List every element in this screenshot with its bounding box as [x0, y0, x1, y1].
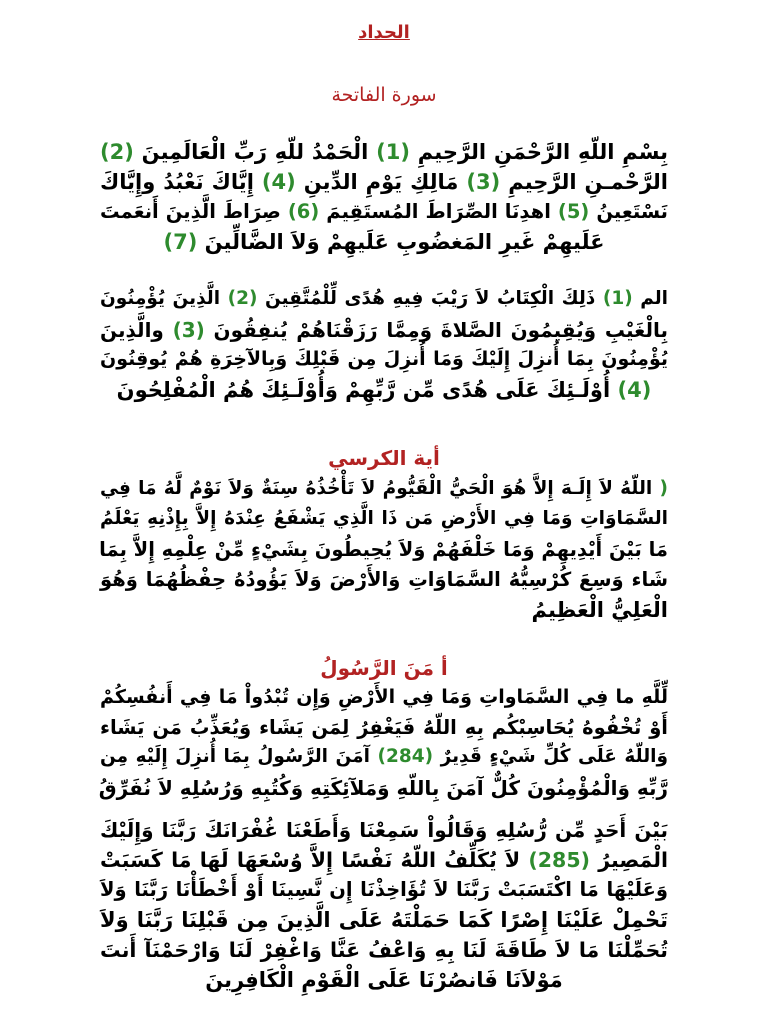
baqarah-line: بِالْغَيْبِ وَيُقِيمُونَ الصَّلاةَ وَمِمَّا رَزَقْنَاهُمْ يُنفِقُونَ (3) والَّذِينَ [100, 318, 668, 342]
verse-number: (4) [261, 170, 296, 194]
verse-number: (1) [602, 288, 633, 309]
page-title: الحداد [358, 22, 410, 43]
rasul-line: بَيْنَ أَحَدٍ مِّن رُّسُلِهِ وَقَالُواْ سَمِعْنَا وَأَطَعْنَا غُفْرَانَكَ رَبَّنَا وَإِلَيْكَ [100, 818, 668, 842]
verse-number: (284) [377, 746, 434, 767]
verse-number: (2) [227, 288, 258, 309]
kursi-line: الْعَلِيُّ الْعَظِيمُ [531, 598, 668, 622]
kursi-line: شَاء وَسِعَ كُرْسِيُّهُ السَّمَاوَاتِ وَالأَرْضَ وَلاَ يَؤُودُهُ حِفْظُهُمَا وَهُوَ [100, 568, 668, 591]
fatiha-line: نَسْتَعِينُ (5) اهدِنَا الصِّرَاطَ المُستَقِيمَ (6) صِرَاطَ الَّذِينَ أَنعَمتَ [100, 200, 668, 223]
rasul-line: تُحَمِّلْنَا مَا لاَ طَاقَةَ لَنَا بِهِ وَاعْفُ عَنَّا وَاغْفِرْ لَنَا وَارْحَمْنَآ أَنتَ [100, 938, 668, 962]
rasul-line: وَعَلَيْهَا مَا اكْتَسَبَتْ رَبَّنَا لاَ تُؤَاخِذْنَا إِن نَّسِينَا أَوْ أَخْطَأْنَا رَبَّنَا وَلاَ [100, 878, 668, 901]
verse-number: (7) [163, 230, 198, 254]
kursi-heading: أية الكرسي [328, 446, 440, 470]
fatiha-line: بِسْمِ اللّهِ الرَّحْمَنِ الرَّحِيمِ (1) الْحَمْدُ للّهِ رَبِّ الْعَالَمِينَ (2) [100, 140, 669, 164]
verse-number: (4) [617, 378, 652, 402]
verse-number: (5) [557, 200, 590, 223]
verse-number: (6) [287, 200, 320, 223]
rasul-line: الْمَصِيرُ (285) لاَ يُكَلِّفُ اللّهُ نَفْسًا إِلاَّ وُسْعَهَا لَهَا مَا كَسَبَتْ [100, 848, 668, 872]
baqarah-line: الم (1) ذَلِكَ الْكِتَابُ لاَ رَيْبَ فِيهِ هُدًى لِّلْمُتَّقِينَ (2) الَّذِينَ يُؤْمِنُونَ [100, 288, 669, 309]
baqarah-line: يُؤْمِنُونَ بِمَا أُنزِلَ إِلَيْكَ وَمَا أُنزِلَ مِن قَبْلِكَ وَبِالآخِرَةِ هُمْ يُوقِنُونَ [100, 348, 668, 370]
fatiha-line: الرَّحْمـنِ الرَّحِيمِ (3) مَالِكِ يَوْمِ الدِّينِ (4) إِيَّاكَ نَعْبُدُ وإِيَّاكَ [100, 170, 668, 194]
fatiha-line: عَلَيهِمْ غَيرِ المَغضُوبِ عَلَيهِمْ وَلاَ الضَّالِّينَ (7) [163, 230, 605, 254]
rasul-heading: أ مَنَ الرَّسُولُ [320, 656, 448, 680]
verse-number: (1) [376, 140, 410, 164]
rasul-line: أَوْ تُخْفُوهُ يُحَاسِبْكُم بِهِ اللّهُ فَيَغْفِرُ لِمَن يَشَاء وَيُعَذِّبُ مَن يَشَاء [100, 716, 668, 739]
verse-number: (3) [172, 318, 205, 342]
rasul-line: رَّبِّهِ وَالْمُؤْمِنُونَ كُلٌّ آمَنَ بِاللّهِ وَمَلآئِكَتِهِ وَكُتُبِهِ وَرُسُلِهِ لاَ نُفَرِّقُ [98, 776, 668, 800]
rasul-line: تَحْمِلْ عَلَيْنَا إِصْرًا كَمَا حَمَلْتَهُ عَلَى الَّذِينَ مِن قَبْلِنَا رَبَّنَا وَلاَ [100, 908, 668, 932]
fatiha-heading: سورة الفاتحة [331, 84, 437, 106]
verse-number: (285) [528, 848, 590, 872]
kursi-line: ( اللّهُ لاَ إِلَـهَ إِلاَّ هُوَ الْحَيُّ الْقَيُّومُ لاَ تَأْخُذُهُ سِنَةٌ وَلاَ نَوْمٌ لَّهُ مَا فِي [100, 478, 668, 499]
kursi-line: السَّمَاوَاتِ وَمَا فِي الأَرْضِ مَن ذَا الَّذِي يَشْفَعُ عِنْدَهُ إِلاَّ بِإِذْنِهِ يَعْلَمُ [100, 508, 668, 529]
rasul-line: وَاللّهُ عَلَى كُلِّ شَيْءٍ قَدِيرٌ (284) آمَنَ الرَّسُولُ بِمَا أُنزِلَ إِلَيْهِ مِن [100, 746, 668, 767]
kursi-line: مَا بَيْنَ أَيْدِيهِمْ وَمَا خَلْفَهُمْ وَلاَ يُحِيطُونَ بِشَيْءٍ مِّنْ عِلْمِهِ إِلاَّ بِمَا [99, 538, 668, 561]
rasul-line: مَوْلاَنَا فَانصُرْنَا عَلَى الْقَوْمِ الْكَافِرِينَ [205, 968, 563, 992]
verse-number: (2) [100, 140, 134, 164]
verse-number: (3) [466, 170, 501, 194]
rasul-line: لِّلَّهِ ما فِي السَّمَاواتِ وَمَا فِي الأَرْضِ وَإِن تُبْدُواْ مَا فِي أَنفُسِكُمْ [100, 686, 668, 708]
baqarah-line: (4) أُوْلَـئِكَ عَلَى هُدًى مِّن رَّبِّهِمْ وَأُوْلَـئِكَ هُمُ الْمُفْلِحُونَ [116, 378, 652, 402]
